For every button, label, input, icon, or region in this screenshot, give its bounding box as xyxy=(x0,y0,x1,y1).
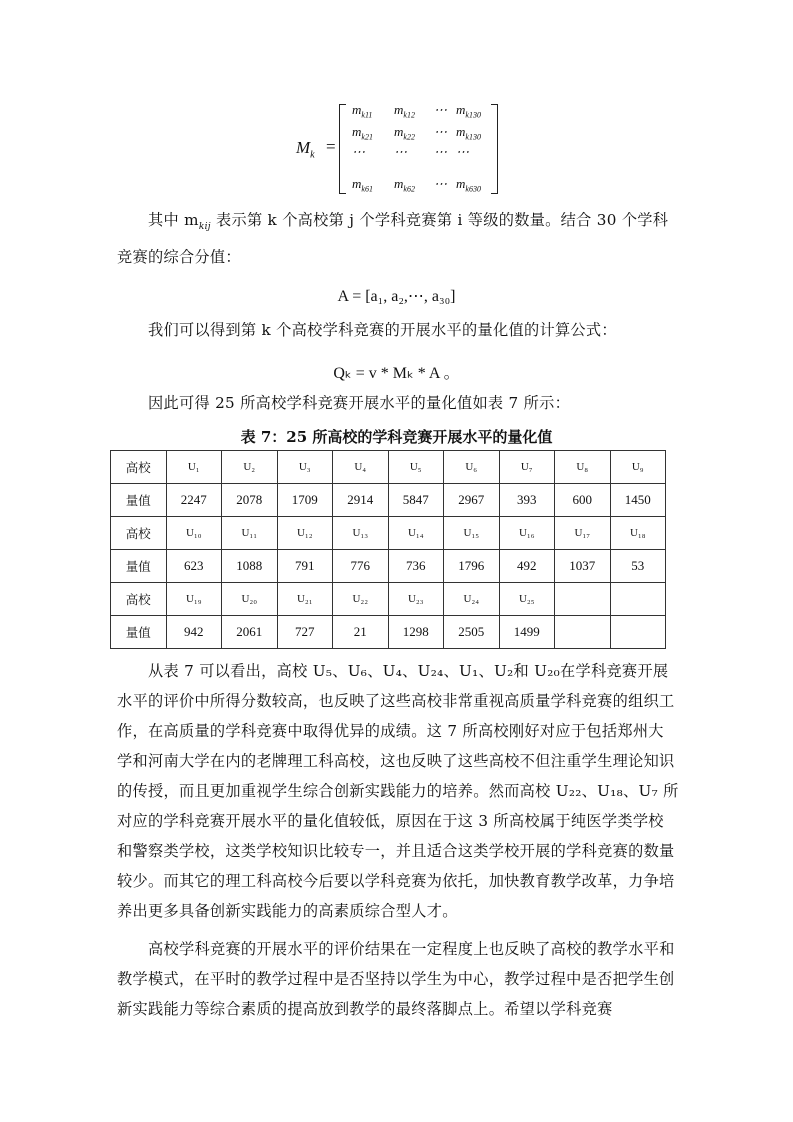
value-cell: 2061 xyxy=(222,616,278,649)
formula-a: A = [a₁, a₂,⋯, a₃₀] xyxy=(337,288,456,305)
value-cell: 2247 xyxy=(166,484,222,517)
value-cell: 1709 xyxy=(277,484,333,517)
value-cell: 2505 xyxy=(444,616,500,649)
matrix-mk xyxy=(296,100,506,195)
school-id-cell: U₃ xyxy=(277,451,333,484)
value-cell: 2967 xyxy=(444,484,500,517)
table-row-values xyxy=(111,484,666,517)
school-id-cell: U₂₄ xyxy=(444,583,500,616)
matrix-cell: ⋯ xyxy=(456,144,469,159)
value-cell: 5847 xyxy=(388,484,444,517)
school-id-cell: U₂₂ xyxy=(333,583,389,616)
value-cell: 1088 xyxy=(222,550,278,583)
school-id-cell: U₁₁ xyxy=(222,517,278,550)
matrix-cell: $m_{k130}$ xyxy=(456,124,481,142)
value-cell: 776 xyxy=(333,550,389,583)
matrix-bracket-left xyxy=(339,104,346,194)
value-cell: 2914 xyxy=(333,484,389,517)
row-label-school: 高校 xyxy=(111,451,167,484)
matrix-cell: ⋯ xyxy=(352,144,365,159)
school-id-cell: U₂₃ xyxy=(388,583,444,616)
value-cell: 2078 xyxy=(222,484,278,517)
paragraph-3: 因此可得 25 所高校学科竞赛开展水平的量化值如表 7 所示： xyxy=(148,394,571,412)
school-id-cell: U₁₆ xyxy=(499,517,555,550)
school-id-cell: U₅ xyxy=(388,451,444,484)
matrix-cell: ⋯ xyxy=(434,102,447,117)
paragraph-1: 其中 $m_{kij}$ 表示第 k 个高校第 j 个学科竞赛第 i 等级的数量。结合 30 个学科竞赛的综合分值： xyxy=(117,211,669,267)
value-cell: 1450 xyxy=(610,484,666,517)
school-id-cell: U₄ xyxy=(333,451,389,484)
school-id-cell: U₂₅ xyxy=(499,583,555,616)
value-cell: 492 xyxy=(499,550,555,583)
matrix-cell: $m_{k21}$ xyxy=(352,124,373,142)
school-id-cell: U₆ xyxy=(444,451,500,484)
paragraph-5: 高校学科竞赛的开展水平的评价结果在一定程度上也反映了高校的教学水平和教学模式，在平时的教学过程中是否坚持以学生为中心，教学过程中是否把学生创新实践能力等综合素质的提高放到教学的最终落脚点上。希望以学科竞赛 xyxy=(117,940,675,1018)
school-id-cell: U₁₅ xyxy=(444,517,500,550)
row-label-value: 量值 xyxy=(111,616,167,649)
matrix-cell: ⋯ xyxy=(434,124,447,139)
school-id-cell: U₁ xyxy=(166,451,222,484)
table-row-schools xyxy=(111,451,666,484)
value-cell xyxy=(610,616,666,649)
table-row-schools xyxy=(111,517,666,550)
matrix-cell: $m_{k630}$ xyxy=(456,176,481,194)
value-cell: 727 xyxy=(277,616,333,649)
table-caption: 表 7：25 所高校的学科竞赛开展水平的量化值 xyxy=(240,428,553,446)
school-id-cell: U₂₁ xyxy=(277,583,333,616)
matrix-cell: $m_{k11}$ xyxy=(352,102,373,120)
school-id-cell: U₁₀ xyxy=(166,517,222,550)
matrix-cell: ⋯ xyxy=(434,144,447,159)
school-id-cell: U₁₄ xyxy=(388,517,444,550)
formula-q: Qₖ = v * Mₖ * A 。 xyxy=(333,365,460,382)
row-label-school: 高校 xyxy=(111,583,167,616)
row-label-value: 量值 xyxy=(111,484,167,517)
value-cell: 791 xyxy=(277,550,333,583)
value-cell xyxy=(555,616,611,649)
matrix-cell: $m_{k62}$ xyxy=(394,176,415,194)
value-cell: 736 xyxy=(388,550,444,583)
paragraph-4: 从表 7 可以看出，高校 U₅、U₆、U₄、U₂₄、U₁、U₂和 U₂₀在学科竞赛开展水平的评价中所得分数较高，也反映了这些高校非常重视高质量学科竞赛的组织工作，在高质量的学科竞赛中取得优异的成绩。这 7 所高校刚好对应于包括郑州大学和河南大学在内的老牌理工科高校，这也反映了这些高校不但注重学生理论知识的传授，而且更加重视学生综合创新实践能力的培养。然而高校 U₂₂、U₁₈、U₇ 所对应的学科竞赛开展水平的量化值较低，原因在于这 3 所高校属于纯医学类学校和警察类学校，这类学校知识比较专一，并且适合这类学校开展的学科竞赛的数量较少。而其它的理工科高校今后要以学科竞赛为依托，加快教育教学改革，力争培养出更多具备创新实践能力的高素质综合型人才。 xyxy=(117,662,679,920)
school-id-cell: U₇ xyxy=(499,451,555,484)
matrix-cell: $m_{k22}$ xyxy=(394,124,415,142)
matrix-cell: $m_{k130}$ xyxy=(456,102,481,120)
school-id-cell: U₈ xyxy=(555,451,611,484)
school-id-cell xyxy=(610,583,666,616)
quantization-table xyxy=(110,450,666,649)
value-cell: 1499 xyxy=(499,616,555,649)
school-id-cell: U₉ xyxy=(610,451,666,484)
matrix-lhs: $M_k$ xyxy=(296,138,315,161)
value-cell: 1796 xyxy=(444,550,500,583)
matrix-cell: $m_{k61}$ xyxy=(352,176,373,194)
matrix-bracket-right xyxy=(491,104,498,194)
matrix-cell: $m_{k12}$ xyxy=(394,102,415,120)
row-label-school: 高校 xyxy=(111,517,167,550)
value-cell: 393 xyxy=(499,484,555,517)
school-id-cell: U₂₀ xyxy=(222,583,278,616)
table-row-schools xyxy=(111,583,666,616)
school-id-cell: U₁₇ xyxy=(555,517,611,550)
table-row-values xyxy=(111,550,666,583)
table-row-values xyxy=(111,616,666,649)
value-cell: 1037 xyxy=(555,550,611,583)
school-id-cell: U₁₉ xyxy=(166,583,222,616)
school-id-cell: U₁₈ xyxy=(610,517,666,550)
paragraph-2: 我们可以得到第 k 个高校学科竞赛的开展水平的量化值的计算公式： xyxy=(148,321,617,339)
value-cell: 600 xyxy=(555,484,611,517)
school-id-cell: U₁₂ xyxy=(277,517,333,550)
value-cell: 623 xyxy=(166,550,222,583)
row-label-value: 量值 xyxy=(111,550,167,583)
equals-sign: = xyxy=(326,137,336,156)
school-id-cell: U₁₃ xyxy=(333,517,389,550)
matrix-cell: ⋯ xyxy=(394,144,407,159)
school-id-cell xyxy=(555,583,611,616)
value-cell: 53 xyxy=(610,550,666,583)
school-id-cell: U₂ xyxy=(222,451,278,484)
value-cell: 942 xyxy=(166,616,222,649)
value-cell: 1298 xyxy=(388,616,444,649)
matrix-cell: ⋯ xyxy=(434,176,447,191)
value-cell: 21 xyxy=(333,616,389,649)
